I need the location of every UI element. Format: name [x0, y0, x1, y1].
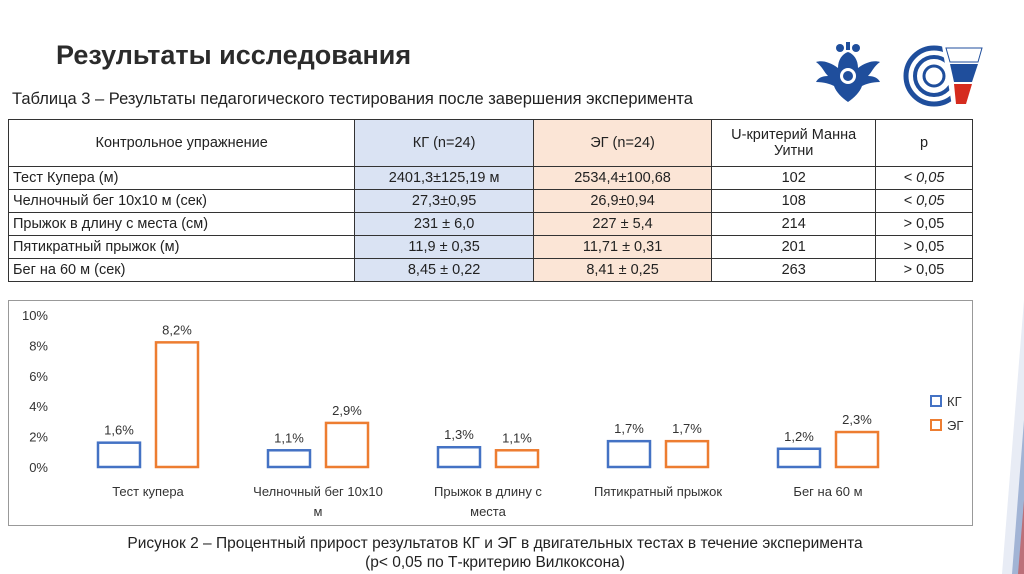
- cell-exercise: Пятикратный прыжок (м): [9, 236, 355, 259]
- cell-kg: 11,9 ± 0,35: [355, 236, 533, 259]
- bar-kg: [778, 449, 820, 467]
- x-category-label: Прыжок в длину с: [434, 484, 542, 499]
- cell-eg: 11,71 ± 0,31: [533, 236, 711, 259]
- cell-kg: 231 ± 6,0: [355, 213, 533, 236]
- bar-eg: [836, 432, 878, 467]
- data-label: 2,3%: [842, 412, 872, 428]
- cell-u: 102: [712, 167, 876, 190]
- growth-bar-chart: [8, 300, 973, 526]
- y-tick-label: 0%: [29, 460, 48, 475]
- data-label: 1,7%: [614, 421, 644, 437]
- bar-eg: [156, 342, 198, 467]
- cell-exercise: Бег на 60 м (сек): [9, 259, 355, 282]
- cell-eg: 26,9±0,94: [533, 190, 711, 213]
- x-category-label: Тест купера: [112, 484, 184, 499]
- cell-eg: 8,41 ± 0,25: [533, 259, 711, 282]
- slide-title: Результаты исследования: [56, 40, 412, 70]
- x-category-label: Челночный бег 10х10: [253, 484, 383, 499]
- figure-caption-line2: (р< 0,05 по Т-критерию Вилкоксона): [365, 554, 625, 571]
- y-tick-label: 4%: [29, 399, 48, 415]
- x-category-label: Бег на 60 м: [793, 484, 863, 499]
- cell-p: > 0,05: [876, 236, 973, 259]
- flag-stripe-decoration: [1002, 300, 1024, 574]
- header-eg: ЭГ (n=24): [533, 120, 711, 167]
- x-category-label: Пятикратный прыжок: [593, 484, 723, 499]
- cell-kg: 2401,3±125,19 м: [355, 167, 533, 190]
- legend-label: ЭГ: [947, 418, 964, 433]
- cell-kg: 8,45 ± 0,22: [355, 259, 533, 282]
- table-caption: Таблица 3 – Результаты педагогического тестирования после завершения эксперимента: [12, 90, 693, 108]
- header-u-line2: Уитни: [773, 143, 814, 159]
- bar-kg: [98, 443, 140, 467]
- legend-swatch-kg: [931, 396, 941, 406]
- header-p: p: [876, 120, 973, 167]
- cell-eg: 227 ± 5,4: [533, 213, 711, 236]
- cell-u: 108: [712, 190, 876, 213]
- data-label: 1,2%: [784, 428, 814, 444]
- data-label: 8,2%: [162, 322, 192, 338]
- table-row: [9, 167, 973, 190]
- data-label: 1,3%: [444, 427, 474, 443]
- header-u: [712, 120, 876, 167]
- bar-kg: [268, 450, 310, 467]
- y-tick-label: 8%: [29, 338, 48, 354]
- bar-eg: [496, 450, 538, 467]
- y-tick-label: 2%: [29, 429, 48, 445]
- eagle-emblem-icon: [812, 40, 884, 108]
- data-label: 1,7%: [672, 421, 702, 437]
- x-category-label: места: [470, 504, 506, 519]
- legend-swatch-eg: [931, 420, 941, 430]
- x-category-label: м: [313, 504, 323, 519]
- table-row: [9, 190, 973, 213]
- cell-u: 201: [712, 236, 876, 259]
- table-row: [9, 236, 973, 259]
- bar-kg: [608, 441, 650, 467]
- university-logo-icon: [896, 40, 986, 108]
- figure-caption-line1: Рисунок 2 – Процентный прирост результатов КГ и ЭГ в двигательных тестах в течение эксперимента: [127, 535, 863, 552]
- data-label: 1,1%: [274, 430, 304, 446]
- header-kg: КГ (n=24): [355, 120, 533, 167]
- table-header-row: [9, 120, 973, 167]
- header-exercise: Контрольное упражнение: [9, 120, 355, 167]
- cell-kg: 27,3±0,95: [355, 190, 533, 213]
- cell-eg: 2534,4±100,68: [533, 167, 711, 190]
- bar-kg: [438, 447, 480, 467]
- cell-p: > 0,05: [876, 259, 973, 282]
- cell-u: 263: [712, 259, 876, 282]
- table-row: [9, 259, 973, 282]
- cell-p: > 0,05: [876, 213, 973, 236]
- figure-caption: [0, 534, 990, 572]
- y-tick-label: 10%: [21, 308, 48, 323]
- table-row: [9, 213, 973, 236]
- data-label: 1,1%: [502, 430, 532, 446]
- data-label: 1,6%: [104, 422, 134, 438]
- bar-eg: [326, 423, 368, 467]
- legend-label: КГ: [947, 394, 962, 409]
- cell-exercise: Челночный бег 10х10 м (сек): [9, 190, 355, 213]
- results-table: [8, 119, 973, 282]
- data-label: 2,9%: [332, 402, 362, 418]
- header-u-line1: U-критерий Манна: [731, 127, 857, 143]
- cell-p: < 0,05: [876, 190, 973, 213]
- cell-exercise: Тест Купера (м): [9, 167, 355, 190]
- cell-p: < 0,05: [876, 167, 973, 190]
- cell-u: 214: [712, 213, 876, 236]
- y-tick-label: 6%: [29, 368, 48, 384]
- cell-exercise: Прыжок в длину с места (см): [9, 213, 355, 236]
- bar-eg: [666, 441, 708, 467]
